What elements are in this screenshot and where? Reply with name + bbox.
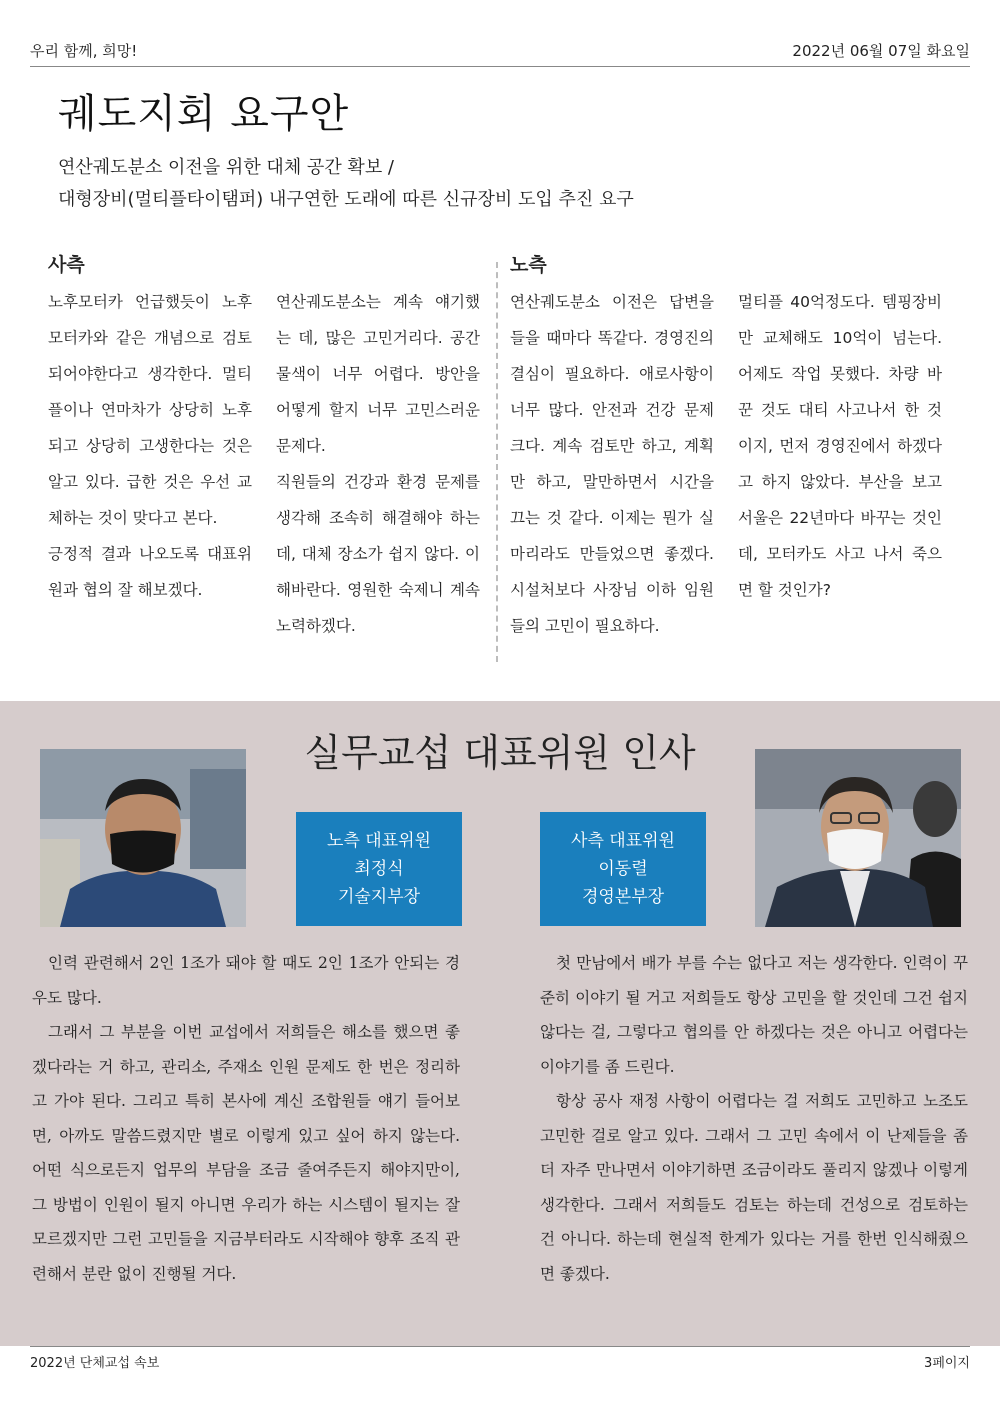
union-column-2 [738,284,942,608]
paragraph: 인력 관련해서 2인 1조가 돼야 할 때도 2인 1조가 안되는 경우도 많다. [32,954,460,1007]
panel-title: 실무교섭 대표위원 인사 [304,731,696,775]
paragraph: 멀티플 40억정도다. 템핑장비만 교체해도 10억이 넘는다. 어제도 작업 못했다. 차량 바꾼 것도 대티 사고나서 한 것이지, 먼저 경영진에서 하겠다고 하지 않았다. 부산을 보고 서울은 22년마다 바꾸는 것인데, 모터카도 사고 나서 죽으면 할 것인가? [738,293,942,599]
management-column-1 [48,284,252,608]
paragraph: 직원들의 건강과 환경 문제를 생각해 조속히 해결해야 하는 데, 대체 장소가 쉽지 않다. 이해바란다. 영원한 숙제니 계속 노력하겠다. [276,473,480,635]
paragraph: 연산궤도분소는 계속 얘기했는 데, 많은 고민거리다. 공간 물색이 너무 어렵다. 방안을 어떻게 할지 너무 고민스러운 문제다. [276,293,480,455]
mgmt-rep-role: 사측 대표위원 [571,831,675,851]
union-rep-position: 기술지부장 [337,887,421,907]
union-heading: 노측 [510,254,547,276]
mgmt-rep-namecard [540,812,706,926]
union-rep-namecard [296,812,462,926]
mgmt-rep-name: 이동렬 [598,859,648,879]
paragraph: 항상 공사 재정 사항이 어렵다는 걸 저희도 고민하고 노조도 고민한 걸로 알고 있다. 그래서 그 고민 속에서 이 난제들을 좀 더 자주 만나면서 이야기하면 조금이라도 풀리지 않겠나 이렇게 생각한다. 그래서 저희들도 검토는 하는데 건성으로 검토하는 건 아니다. 하는데 현실적 한계가 있다는 거를 한번 인식해줬으면 좋겠다. [540,1092,968,1283]
section-subtitle [58,152,634,216]
header-date: 2022년 06월 07일 화요일 [792,42,970,60]
union-rep-name: 최정식 [354,859,404,879]
paragraph: 그래서 그 부분을 이번 교섭에서 저희들은 해소를 했으면 좋겠다라는 거 하고, 관리소, 주재소 인원 문제도 한 번은 정리하고 가야 된다. 그리고 특히 본사에 계신 조합원들 얘기 들어보면, 아까도 말씀드렸지만 별로 이렇게 있고 싶어 하지 않는다. 어떤 식으로든지 업무의 부담을 조금 줄여주든지 해야지만이, 그 방법이 인원이 될지 아니면 우리가 하는 시스템이 될지는 잘 모르겠지만 그런 고민들을 지금부터라도 시작해야 향후 조직 관련해서 분란 없이 진행될 거다. [32,1023,460,1283]
section-title: 궤도지회 요구안 [58,91,350,137]
management-column-2 [276,284,480,644]
mgmt-rep-speech [540,946,968,1291]
subtitle-line: 대형장비(멀티플타이탬퍼) 내구연한 도래에 따른 신규장비 도입 추진 요구 [58,189,634,210]
paragraph: 긍정적 결과 나오도록 대표위원과 협의 잘 해보겠다. [48,545,252,599]
header-divider [30,66,970,67]
union-column-1 [510,284,714,644]
union-rep-speech [32,946,460,1291]
paragraph: 첫 만남에서 배가 부를 수는 없다고 저는 생각한다. 인력이 꾸준히 이야기 될 거고 저희들도 항상 고민을 할 것인데 그건 쉽지 않다는 걸, 그렇다고 협의를 안 하겠다는 것은 아니고 어렵다는 이야기를 좀 드린다. [540,954,968,1076]
union-rep-role: 노측 대표위원 [327,831,431,851]
mgmt-rep-position: 경영본부장 [581,887,665,907]
header-slogan: 우리 함께, 희망! [30,42,138,60]
paragraph: 노후모터카 언급했듯이 노후 모터카와 같은 개념으로 검토되어야한다고 생각한다. 멀티플이나 연마차가 상당히 노후되고 상당히 고생한다는 것은 알고 있다. 급한 것은 우선 교체하는 것이 맞다고 본다. [48,293,252,527]
management-heading: 사측 [48,254,85,276]
footer-publication: 2022년 단체교섭 속보 [30,1356,160,1371]
union-rep-photo [40,749,246,927]
footer-divider [30,1346,970,1347]
paragraph: 연산궤도분소 이전은 답변을 들을 때마다 똑같다. 경영진의 결심이 필요하다. 애로사항이 너무 많다. 안전과 건강 문제 크다. 계속 검토만 하고, 계획만 하고, 말만하면서 시간을 끄는 것 같다. 이제는 뭔가 실마리라도 만들었으면 좋겠다. 시설처보다 사장님 이하 임원들의 고민이 필요하다. [510,293,714,635]
column-divider [496,262,498,662]
footer-page-number: 3페이지 [924,1356,970,1371]
mgmt-rep-photo [755,749,961,927]
subtitle-line: 연산궤도분소 이전을 위한 대체 공간 확보 / [58,157,394,178]
